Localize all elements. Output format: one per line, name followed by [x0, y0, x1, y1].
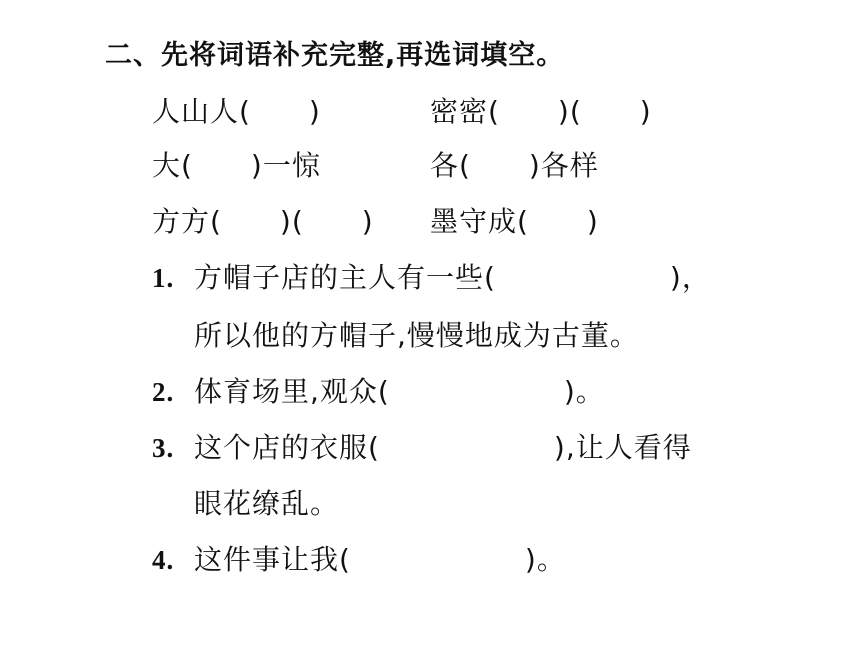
question-text: 这件事让我( )。 — [194, 543, 566, 576]
idiom-1: 人山人( ) — [152, 95, 321, 128]
question-number: 3. — [152, 433, 175, 463]
question-number: 2. — [152, 377, 175, 407]
question-3-continuation: 眼花缭乱。 — [194, 487, 340, 520]
question-3 — [152, 428, 692, 468]
idiom-6: 墨守成( ) — [430, 205, 599, 238]
question-text: 方帽子店的主人有一些( )， — [194, 261, 711, 294]
question-number: 1. — [152, 263, 175, 293]
question-text: 体育场里,观众( )。 — [194, 375, 605, 408]
question-number: 4. — [152, 545, 175, 575]
idiom-3: 大( )一惊 — [152, 149, 321, 182]
question-text: 这个店的衣服( ),让人看得 — [194, 431, 692, 464]
section-title: 二、先将词语补充完整,再选词填空。 — [105, 40, 565, 71]
question-1 — [152, 258, 711, 298]
question-4 — [152, 540, 566, 580]
question-1-continuation: 所以他的方帽子,慢慢地成为古董。 — [194, 319, 639, 352]
question-2 — [152, 372, 605, 412]
idiom-5: 方方( )( ) — [152, 205, 374, 238]
idiom-2: 密密( )( ) — [430, 95, 652, 128]
idiom-4: 各( )各样 — [430, 149, 599, 182]
